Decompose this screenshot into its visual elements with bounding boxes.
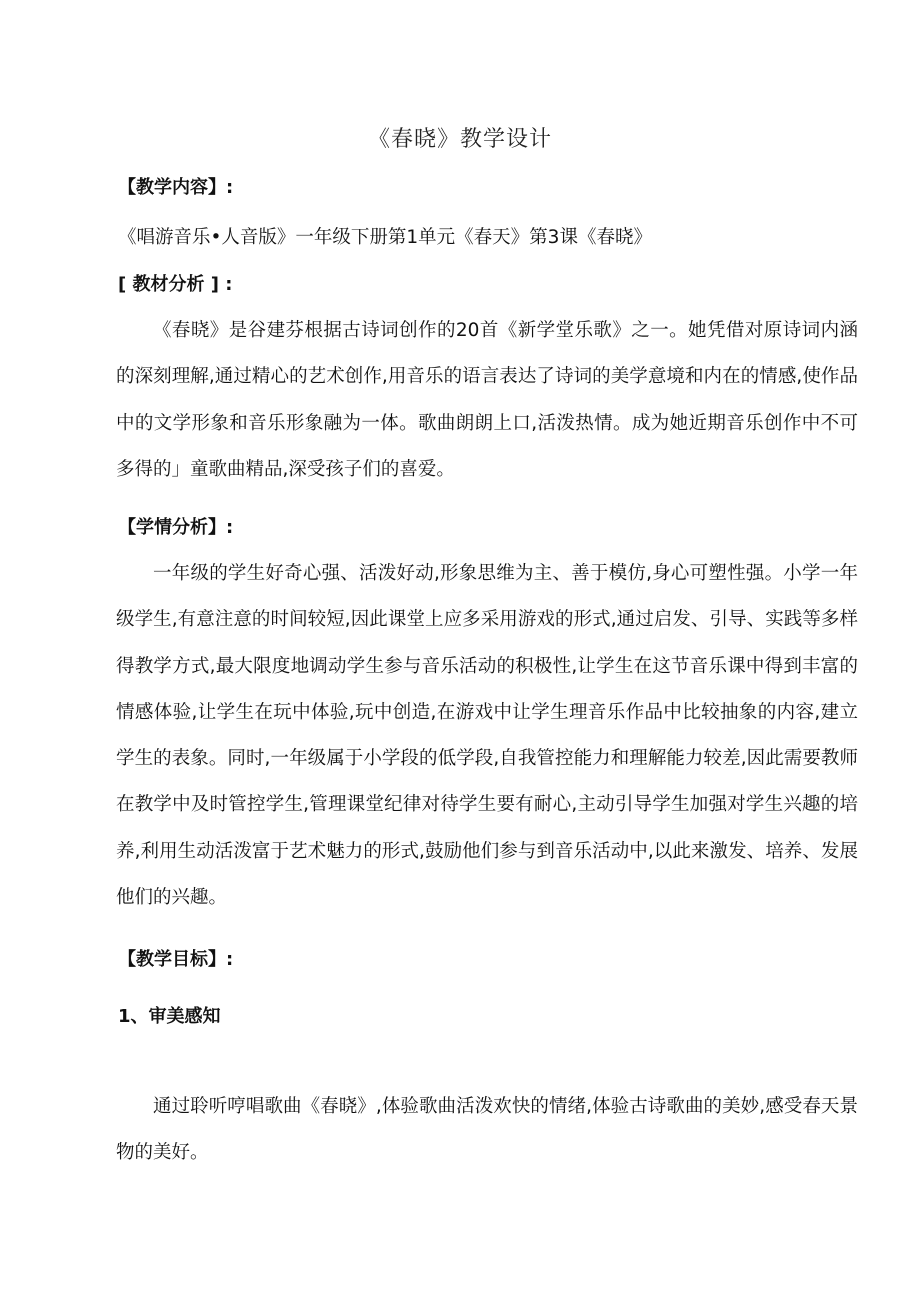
teaching-content-heading: 【教学内容】: [118, 177, 234, 198]
document-title: 《春晓》教学设计 [367, 127, 552, 152]
student-analysis-heading: 【学情分析】: [118, 517, 234, 538]
teaching-content-text: 《唱游音乐•人音版》一年级下册第1单元《春天》第3课《春晓》 [118, 227, 652, 248]
material-analysis-paragraph: 《春晓》是谷建芬根据古诗词创作的20首《新学堂乐歌》之一。她凭借对原诗词内涵的深刻理解,通过精心的艺术创作,用音乐的语言表达了诗词的美学意境和内在的情感,使作品中的文学形象和音乐形象融为一体。歌曲朗朗上口,活泼热情。成为她近期音乐创作中不可多得的」童歌曲精品,深受孩子们的喜爱。 [116, 320, 858, 480]
student-analysis-paragraph: 一年级的学生好奇心强、活泼好动,形象思维为主、善于模仿,身心可塑性强。小学一年级学生,有意注意的时间较短,因此课堂上应多采用游戏的形式,通过启发、引导、实践等多样得教学方式,最大限度地调动学生参与音乐活动的积极性,让学生在这节音乐课中得到丰富的情感体验,让学生在玩中体验,玩中创造,在游戏中让学生理音乐作品中比较抽象的内容,建立学生的表象。同时,一年级属于小学段的低学段,自我管控能力和理解能力较差,因此需要教师在教学中及时管控学生,管理课堂纪律对待学生要有耐心,主动引导学生加强对学生兴趣的培养,利用生动活泼富于艺术魅力的形式,鼓励他们参与到音乐活动中,以此来激发、培养、发展他们的兴趣。 [116, 563, 858, 909]
goal-1-paragraph: 通过聆听哼唱歌曲《春晓》,体验歌曲活泼欢快的情绪,体验古诗歌曲的美妙,感受春天景物的美好。 [116, 1096, 858, 1164]
teaching-goals-heading: 【教学目标】: [118, 949, 234, 970]
goal-1-heading: 1、审美感知 [118, 1006, 221, 1027]
material-analysis-heading: [ 教材分析 ] : [118, 274, 233, 295]
